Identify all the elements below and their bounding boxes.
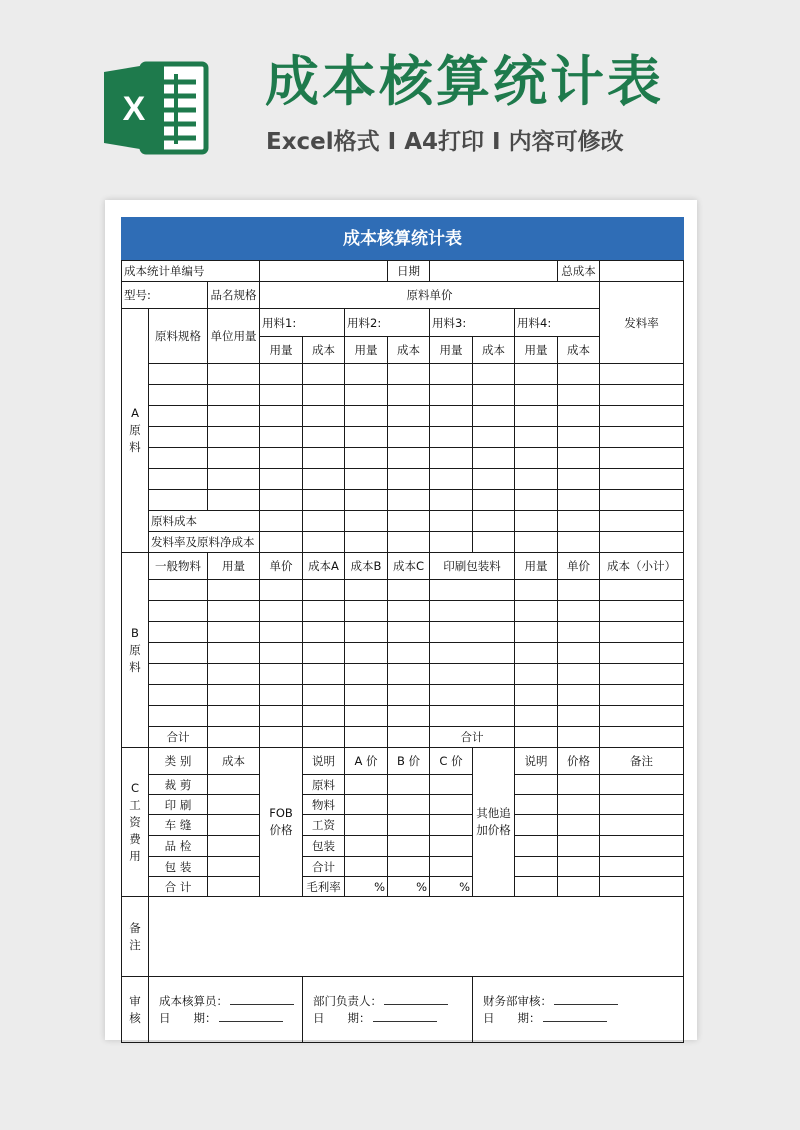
- order-no-input[interactable]: [260, 261, 388, 282]
- labor-item: 裁 剪: [149, 775, 208, 795]
- labor-item: 印 刷: [149, 795, 208, 815]
- unit-price-header: 单价: [558, 553, 600, 580]
- general-material-header: 一般物料: [149, 553, 208, 580]
- issue-rate-label: 发料率: [600, 282, 684, 364]
- remarks-input[interactable]: [149, 897, 684, 977]
- b-total-right-label: 合计: [430, 727, 515, 748]
- usage-header: 用量: [260, 337, 303, 364]
- margin-b-percent[interactable]: %: [388, 877, 430, 897]
- cost-accounting-table: [121, 217, 684, 1043]
- cost-b-header: 成本B: [345, 553, 388, 580]
- accountant-label: 成本核算员：: [159, 993, 228, 1008]
- subtotal-header: 成本（小计）: [600, 553, 684, 580]
- fob-price-label: FOB 价格: [260, 748, 303, 897]
- material-4-header: 用料4:: [515, 309, 600, 337]
- unit-usage-header: 单位用量: [208, 309, 260, 364]
- material-3-header: 用料3:: [430, 309, 515, 337]
- cost-header: 成本: [388, 337, 430, 364]
- table-title: 成本核算统计表: [122, 218, 684, 261]
- remarks-label: 备 注: [122, 897, 149, 977]
- labor-item: 车 缝: [149, 815, 208, 836]
- fob-row-label: 包装: [303, 836, 345, 857]
- page-subtitle: Excel格式 Ⅰ A4打印 Ⅰ 内容可修改: [266, 129, 624, 155]
- material-1-header: 用料1:: [260, 309, 345, 337]
- excel-logo-icon: [104, 60, 210, 155]
- usage-header: 用量: [515, 337, 558, 364]
- price-a-header: A 价: [345, 748, 388, 775]
- explain2-header: 说明: [515, 748, 558, 775]
- remark-header: 备注: [600, 748, 684, 775]
- table-row: [122, 364, 684, 385]
- dept-head-label: 部门负责人：: [313, 993, 382, 1008]
- table-row: [122, 406, 684, 427]
- cost-header: 成本: [303, 337, 345, 364]
- usage-header: 用量: [515, 553, 558, 580]
- usage-header: 用量: [345, 337, 388, 364]
- table-row: [122, 580, 684, 601]
- date-label: 日 期：: [159, 1010, 217, 1025]
- page-title: 成本核算统计表: [265, 50, 664, 113]
- cost-a-header: 成本A: [303, 553, 345, 580]
- date-label: 日 期：: [313, 1010, 371, 1025]
- labor-item: 合 计: [149, 877, 208, 897]
- fob-row-label: 工资: [303, 815, 345, 836]
- accountant-sign[interactable]: [149, 977, 303, 1043]
- table-row: [122, 685, 684, 706]
- table-row: [122, 427, 684, 448]
- fob-row-label: 物料: [303, 795, 345, 815]
- raw-cost-label: 原料成本: [149, 511, 260, 532]
- table-row: [122, 664, 684, 685]
- unit-price-header: 单价: [260, 553, 303, 580]
- fob-row-label: 原料: [303, 775, 345, 795]
- logo-letter: X: [122, 90, 146, 128]
- section-c-label: C 工 资 费 用: [122, 748, 149, 897]
- section-b-label: B 原 料: [122, 553, 149, 748]
- table-row: [122, 622, 684, 643]
- usage-header: 用量: [208, 553, 260, 580]
- review-label: 审 核: [122, 977, 149, 1043]
- dept-head-sign[interactable]: [303, 977, 473, 1043]
- usage-header: 用量: [430, 337, 473, 364]
- fob-row-label: 合计: [303, 857, 345, 877]
- material-2-header: 用料2:: [345, 309, 430, 337]
- price-header: 价格: [558, 748, 600, 775]
- explain-header: 说明: [303, 748, 345, 775]
- price-b-header: B 价: [388, 748, 430, 775]
- model-label: 型号:: [122, 282, 208, 309]
- date-label: 日期: [388, 261, 430, 282]
- b-total-left-label: 合计: [149, 727, 208, 748]
- section-a-label: A 原 料: [122, 309, 149, 553]
- finance-sign[interactable]: [473, 977, 684, 1043]
- margin-a-percent[interactable]: %: [345, 877, 388, 897]
- table-row: [122, 490, 684, 511]
- category-header: 类 别: [149, 748, 208, 775]
- page-header: [0, 0, 800, 190]
- table-row: [122, 643, 684, 664]
- table-row: [122, 706, 684, 727]
- fob-row-label: 毛利率: [303, 877, 345, 897]
- other-price-label: 其他追 加价格: [473, 748, 515, 897]
- table-row: [122, 448, 684, 469]
- labor-item: 包 装: [149, 857, 208, 877]
- cost-header: 成本: [473, 337, 515, 364]
- table-row: [122, 601, 684, 622]
- date-input[interactable]: [430, 261, 558, 282]
- packaging-header: 印刷包装料: [430, 553, 515, 580]
- finance-label: 财务部审核：: [483, 993, 552, 1008]
- labor-item: 品 检: [149, 836, 208, 857]
- margin-c-percent[interactable]: %: [430, 877, 473, 897]
- raw-spec-header: 原料规格: [149, 309, 208, 364]
- order-no-label: 成本统计单编号: [122, 261, 260, 282]
- labor-cost-header: 成本: [208, 748, 260, 775]
- cost-header: 成本: [558, 337, 600, 364]
- price-c-header: C 价: [430, 748, 473, 775]
- cost-c-header: 成本C: [388, 553, 430, 580]
- table-row: [122, 469, 684, 490]
- total-cost-label: 总成本: [558, 261, 600, 282]
- spec-label: 品名规格: [208, 282, 260, 309]
- total-cost-input[interactable]: [600, 261, 684, 282]
- date-label: 日 期：: [483, 1010, 541, 1025]
- net-cost-label: 发料率及原料净成本: [149, 532, 260, 553]
- table-row: [122, 385, 684, 406]
- raw-unit-price-label: 原料单价: [260, 282, 600, 309]
